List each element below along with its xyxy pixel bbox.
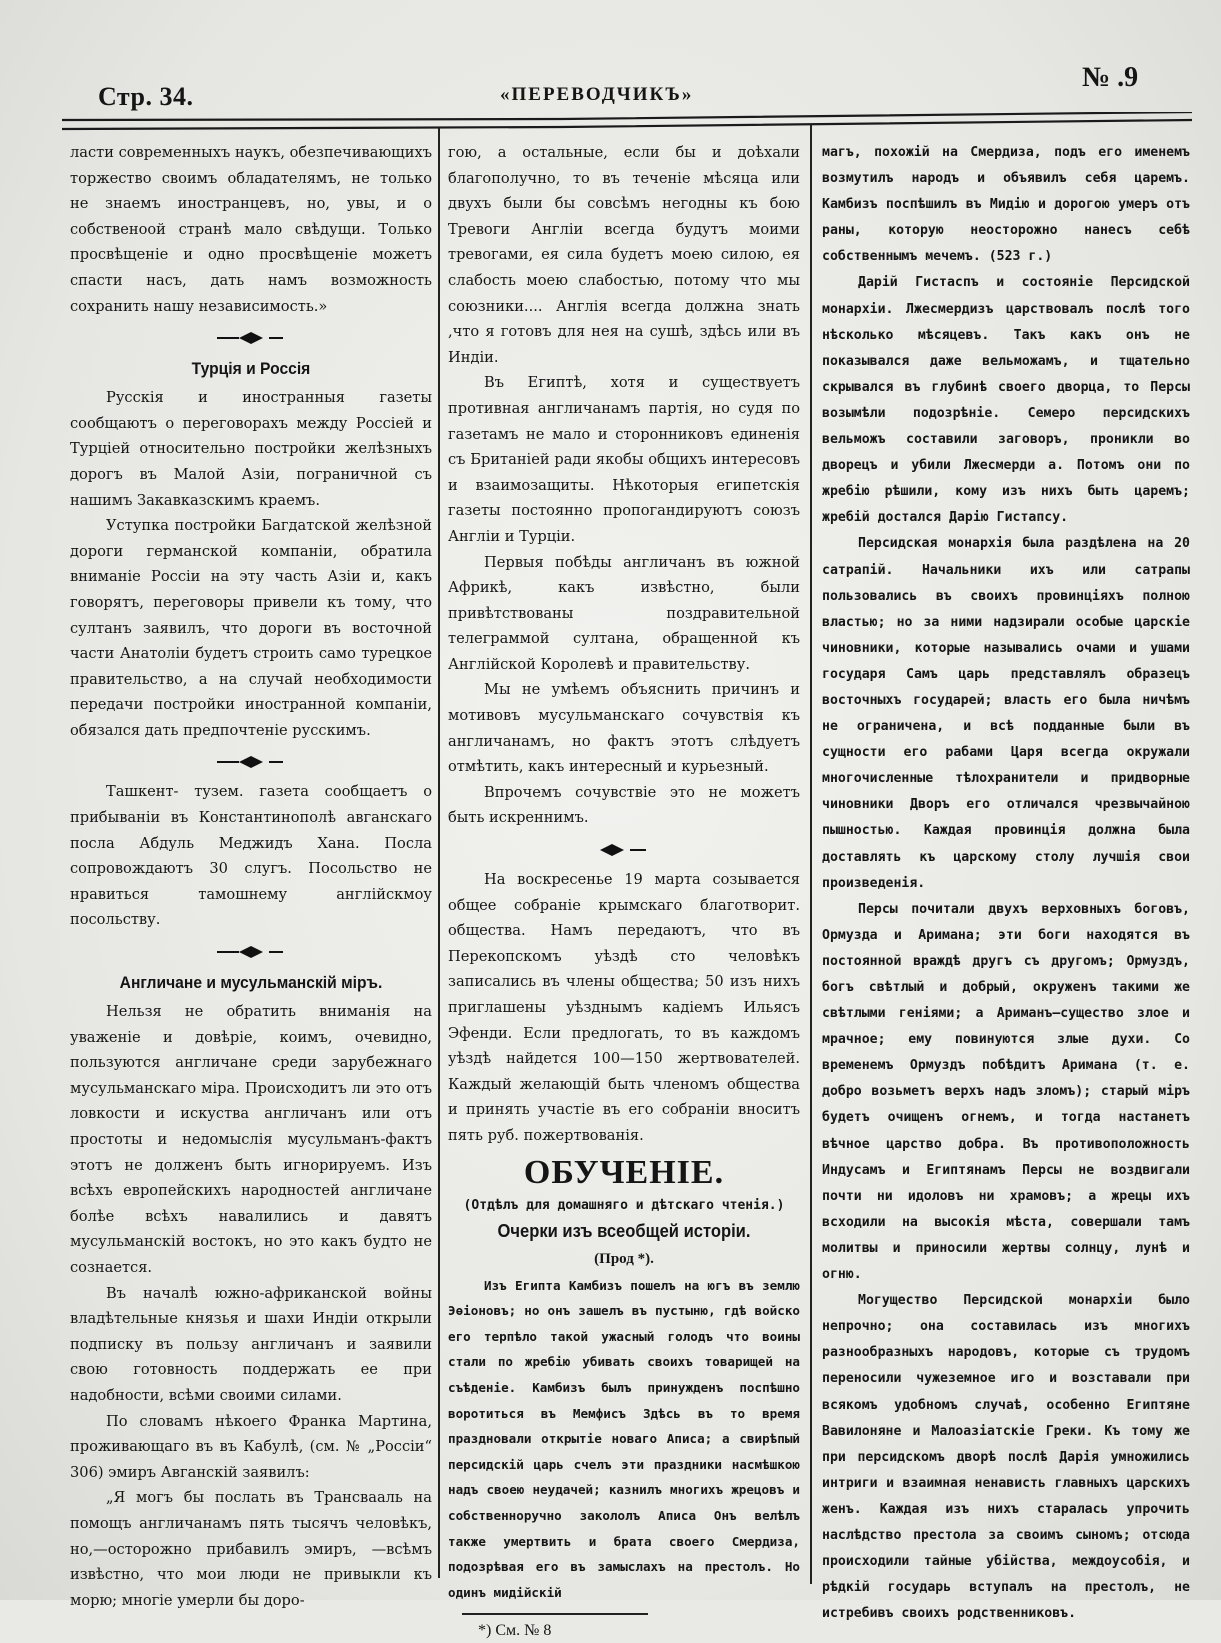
section-ornament	[448, 837, 800, 863]
news-paragraph: На воскресенье 19 марта созывается общее собраніе крымскаго благотворит. общества. Намъ передаютъ, что въ Перекопскомъ уѣздѣ сто человѣкъ записались въ члены общества; 50 изъ нихъ приглашены уѣзднымъ кадіемъ Ильясъ Эфенди. Если предлогать, то въ каждомъ уѣздѣ найдется 100—150 жертвователей. Каждый желающій быть членомъ общества и принять участіе въ его собраніи вноситъ пять руб. пожертвованія.	[448, 871, 800, 1144]
section-ornament	[70, 939, 432, 965]
footnote-divider	[462, 1613, 648, 1615]
article-heading: Турція и Россія	[191, 359, 311, 379]
column-divider-1	[438, 128, 440, 1578]
section-subtitle: (Отдѣлъ для домашняго и дѣтскаго чтенія.)	[463, 1197, 785, 1213]
article-heading: Англичане и мусульманскій міръ.	[119, 973, 383, 993]
issue-number: № .9	[1082, 62, 1139, 93]
article-paragraph: Въ началѣ южно-африканской войны владѣтельные князья и шахи Индіи открыли подписку въ пользу англичанъ и заявили свою готовность поддержать ее при надобности, всѣми своими силами.	[70, 1284, 432, 1404]
article-paragraph: По словамъ нѣкоего Франка Мартина, проживающаго въ въ Кабулѣ, (см. № „Россіи“ 306) эмиръ Авганскій заявилъ:	[70, 1412, 432, 1481]
column-divider-2	[810, 124, 812, 1584]
diamond-ornament-icon	[211, 944, 291, 960]
column-3	[822, 140, 1190, 1627]
continued-text: магъ, похожій на Смердиза, подъ его именемъ возмутилъ народъ и объявилъ себя царемъ. Камбизъ поспѣшилъ въ Мидію и дорогою умеръ отъ раны, которую неосторожно нанесъ себѣ собственнымъ мечемъ. (523 г.)	[822, 145, 1190, 265]
continued-text: гою, а остальные, если бы и доѣхали благополучно, то въ теченіе мѣсяца или двухъ были бы совсѣмъ негодны къ бою Тревоги Англіи всегда будутъ моими тревогами, ея сила будетъ моею силою, ея слабость моею слабостью, потому что мы союзники.... Англія всегда должна знать ,что я готовъ для нея на сушѣ, здѣсь или въ Индіи.	[448, 144, 800, 366]
article-paragraph: „Я могъ бы послать въ Трансвааль на помощъ англичанамъ пять тысячъ человѣкъ, но,—осторожно прибавилъ эмиръ, —всѣмъ извѣстно, что мои люди не привыкли къ морю; многіе умерли бы доро-	[70, 1489, 432, 1609]
column-1	[70, 140, 432, 1613]
header-double-rule	[62, 112, 1192, 134]
article-paragraph: Нельзя не обратить вниманія на уваженіе и довѣріе, коимъ, очевидно, пользуются англичане среди зарубежнаго мусульманскаго міра. Происходитъ ли это отъ ловкости и искуства англичанъ или отъ простоты и недомыслія мусульманъ-фактъ этотъ не долженъ быть игнорируемъ. Изъ всѣхъ европейскихъ народностей англичане болѣе всѣхъ навалились и давятъ мусульманскій востокъ, но это какъ будто не сознается.	[70, 1003, 432, 1276]
article-paragraph: Мы не умѣемъ объяснить причинъ и мотивовъ мусульманскаго сочувствія къ англичанамъ, но фактъ этотъ слѣдуетъ отмѣтить, какъ интересный и курьезный.	[448, 681, 800, 776]
article-paragraph: Ташкент- тузем. газета сообщаетъ о прибываніи въ Константинополѣ авганскаго посла Абдуль Меджидъ Хана. Посла сопровождаютъ 30 слугъ. Посольство не нравиться тамошнему англійскмоу посольству.	[70, 783, 432, 929]
continued-note: (Прод *).	[594, 1250, 654, 1267]
article-paragraph: Въ Египтѣ, хотя и существуетъ противная англичанамъ партія, но судя по газетамъ не мало и сторонниковъ единенія съ Британіей ради якобы общихъ интересовъ и взаимозащиты. Нѣкоторыя египетскія газеты постоянно пропогандируютъ союзъ Англіи и Турціи.	[448, 374, 800, 545]
page-number-label: Стр. 34.	[98, 82, 194, 111]
history-paragraph: Персы почитали двухъ верховныхъ боговъ, Ормузда и Аримана; эти боги находятся въ постоянной враждѣ другъ съ другомъ; Ормуздъ, богъ свѣтлый и добрый, окруженъ такими же свѣтлыми геніями; а Ариманъ—существо злое и мрачное; ему повинуются злые духи. Со временемъ Ормуздъ побѣдитъ Аримана (т. е. добро возьметъ верхъ надъ зломъ); старый міръ будетъ очищенъ огнемъ, и тогда настанетъ вѣчное царство добра. Въ противоположность Индусамъ и Египтянамъ Персы не воздвигали почти ни идоловъ ни храмовъ; а жрецы ихъ всходили на высокія мѣста, совершали тамъ молитвы и приносили жертвы солнцу, лунѣ и огню.	[822, 901, 1190, 1283]
diamond-ornament-icon	[584, 842, 664, 858]
series-title: Очерки изъ всеобщей исторіи.	[497, 1220, 751, 1241]
footnote: *) См. № 8	[478, 1621, 552, 1639]
continued-text: ласти современныхъ наукъ, обезпечивающихъ торжество своимъ обладателямъ, не только не знаемъ иностранцевъ, но, увы, и о собственоой странѣ мало свѣдущи. Только просвѣщеніе и одно просвѣщеніе можетъ спасти насъ, дать намъ возможность сохранить нашу независимость.»	[70, 144, 432, 315]
history-paragraph: Могущество Персидской монархіи было непрочно; она составилась изъ многихъ разнообразныхъ народовъ, которые съ трудомъ переносили чужеземное иго и возставали при всякомъ удобномъ случаѣ, особенно Египтяне Вавилоняне и Малоазіатскіе Греки. Къ тому же при персидскомъ дворѣ послѣ Дарія умножились интриги и взаимная ненависть главныхъ царскихъ женъ. Каждая изъ нихъ старалась упрочить наслѣдство престола за своимъ сыномъ; отсюда происходили тайные убійства, междоусобія, и рѣдкій государь вступалъ на престолъ, не истребивъ своихъ родственниковъ.	[822, 1293, 1190, 1622]
article-paragraph: Первыя побѣды англичанъ въ южной Африкѣ, какъ извѣстно, были привѣтствованы поздравительной телеграммой султана, обращенной къ Англійской Королевѣ и правительству.	[448, 553, 800, 673]
section-title: ОБУЧЕНІЕ.	[523, 1153, 725, 1191]
history-paragraph: Изъ Египта Камбизъ пошелъ на югъ въ землю Эѳіоновъ; но онъ зашелъ въ пустыню, гдѣ войско его терпѣло такой ужасный голодъ что воины стали по жребію убивать своихъ товарищей на съѣденіе. Камбизъ былъ принужденъ поспѣшно воротиться въ Мемфисъ Здѣсь въ то время праздновали открытіе новаго Аписа; а свирѣпый персидскій царь счелъ эти праздники насмѣшкою надъ своею неудачей; казнилъ многихъ жрецовъ и собственноручно закололъ Аписа Онъ велѣлъ также умертвить и брата своего Смердиза, подозрѣвая его въ замыслахъ на престолъ. Но одинъ мидійскій	[448, 1277, 800, 1600]
diamond-ornament-icon	[211, 754, 291, 770]
history-paragraph: Персидская монархія была раздѣлена на 20 сатрапій. Начальники ихъ или сатрапы пользовались въ своихъ провинціяхъ полною властью; но за ними надзирали особые царскіе чиновники, которые назывались очами и ушами государя Самъ царь представлялъ образецъ восточныхъ государей; власть его была ничѣмъ не ограничена, и всѣ подданные были въ сущности его рабами Царя всегда окружали многочисленные тѣлохранители и придворные чиновники Дворъ его отличался чрезвычайною пышностью. Каждая провинція должна была доставлять къ царскому столу лучшія свои произведенія.	[822, 536, 1190, 891]
history-paragraph: Дарій Гистаспъ и состояніе Персидской монархіи. Лжесмердизъ царствовалъ послѣ того нѣсколько мѣсяцевъ. Такъ какъ онъ не показывался даже вельможамъ, и тщательно скрывался въ глубинѣ своего дворца, то Персы возымѣли подозрѣніе. Семеро персидскихъ вельможъ составили заговоръ, проникли во дворецъ и убили Лжесмерди а. Потомъ они по жребію рѣшили, кому изъ нихъ быть царемъ; жребій достался Дарію Гистапсу.	[822, 275, 1190, 526]
column-2	[448, 140, 800, 1643]
diamond-ornament-icon	[211, 330, 291, 346]
article-paragraph: Впрочемъ сочувствіе это не можетъ быть искреннимъ.	[448, 783, 800, 827]
section-ornament	[70, 325, 432, 351]
article-paragraph: Уступка постройки Багдатской желѣзной дороги германской компаніи, обратила вниманіе Россіи на эту часть Азіи и, какъ говорятъ, переговоры привели къ тому, что султанъ заявилъ, что дороги въ восточной части Анатоліи будетъ строить само турецкое правительство, а на случай необходимости передачи постройки иностранной компаніи, обязался дать предпочтеніе русскимъ.	[70, 517, 432, 739]
section-ornament	[70, 749, 432, 775]
article-paragraph: Русскія и иностранныя газеты сообщаютъ о переговорахъ между Россіей и Турціей относительно постройки желѣзныхъ дорогъ въ Малой Азіи, пограничной съ нашимъ Закавказскимъ краемъ.	[70, 389, 432, 509]
newspaper-title: «ПЕРЕВОДЧИКЪ»	[500, 84, 694, 105]
